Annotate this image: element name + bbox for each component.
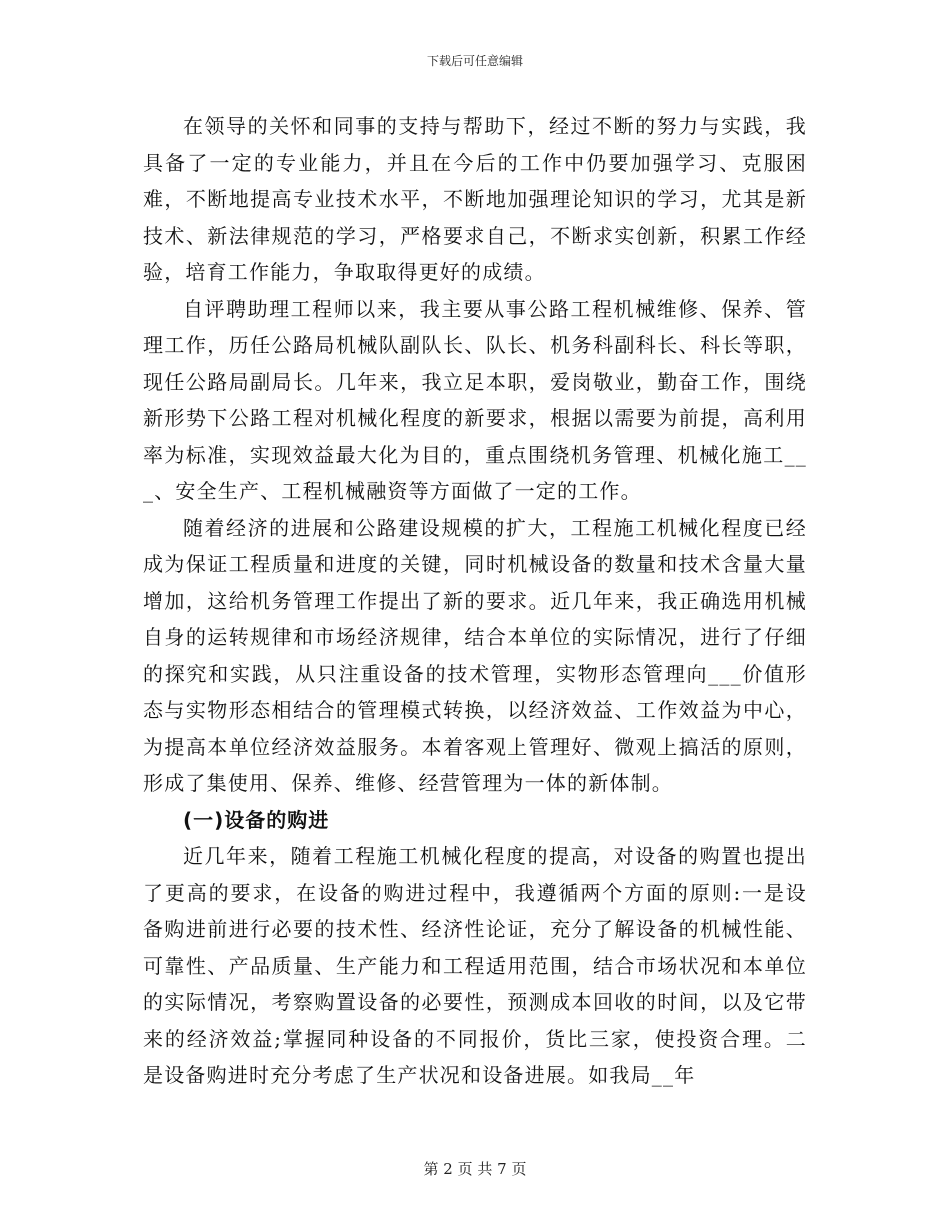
section-heading: (一)设备的购进: [183, 807, 330, 832]
paragraph-1: 在领导的关怀和同事的支持与帮助下，经过不断的努力与实践，我具备了一定的专业能力，并且在今后的工作中仍要加强学习、克服困难，不断地提高专业技术水平，不断地加强理论知识的学习，尤其是新技术、新法律规范的学习，严格要求自己，不断求实创新，积累工作经验，培育工作能力，争取取得更好的成绩。: [143, 114, 807, 284]
document-body: [143, 108, 807, 1094]
section-paragraph: 近几年来，随着工程施工机械化程度的提高，对设备的购置也提出了更高的要求，在设备的购进过程中，我遵循两个方面的原则:一是设备购进前进行必要的技术性、经济性论证，充分了解设备的机械性能、可靠性、产品质量、生产能力和工程适用范围，结合市场状况和本单位的实际情况，考察购置设备的必要性，预测成本回收的时间，以及它带来的经济效益;掌握同种设备的不同报价，货比三家，使投资合理。二是设备购进时充分考虑了生产状况和设备进展。如我局__年: [143, 844, 807, 1087]
paragraph-2: 自评聘助理工程师以来，我主要从事公路工程机械维修、保养、管理工作，历任公路局机械队副队长、队长、机务科副科长、科长等职，现任公路局副局长。几年来，我立足本职，爱岗敬业，勤奋工作，围绕新形势下公路工程对机械化程度的新要求，根据以需要为前提，高利用率为标准，实现效益最大化为目的，重点围绕机务管理、机械化施工___、安全生产、工程机械融资等方面做了一定的工作。: [143, 296, 807, 503]
paragraph-3: 随着经济的进展和公路建设规模的扩大，工程施工机械化程度已经成为保证工程质量和进度的关键，同时机械设备的数量和技术含量大量增加，这给机务管理工作提出了新的要求。近几年来，我正确选用机械自身的运转规律和市场经济规律，结合本单位的实际情况，进行了仔细的探究和实践，从只注重设备的技术管理，实物形态管理向___价值形态与实物形态相结合的管理模式转换，以经济效益、工作效益为中心，为提高本单位经济效益服务。本着客观上管理好、微观上搞活的原则，形成了集使用、保养、维修、经营管理为一体的新体制。: [143, 515, 807, 795]
page-header: 下载后可任意编辑: [426, 54, 523, 68]
page-footer: 第 2 页 共 7 页: [423, 1160, 527, 1178]
